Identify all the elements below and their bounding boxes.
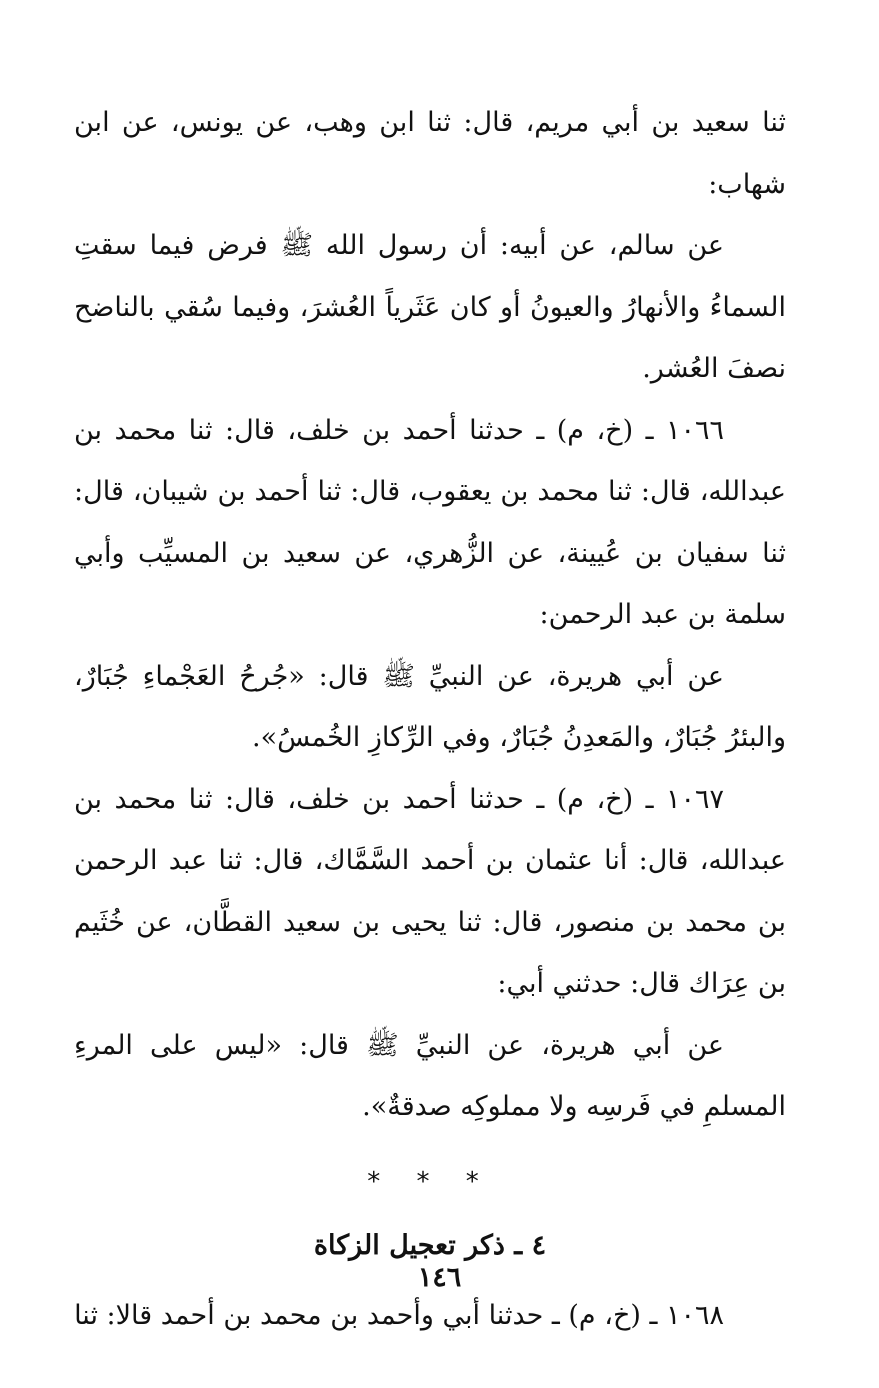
page-number: ١٤٦ [417, 1262, 462, 1293]
section-separator: * * * [367, 1166, 493, 1197]
text-paragraph: ثنا سعيد بن أبي مريم، قال: ثنا ابن وهب، عن يونس، عن ابن شهاب: [74, 107, 786, 200]
isnad-paragraph: ١٠٦٨ ـ (خ، م) ـ حدثنا أبي وأحمد بن محمد بن أحمد قالا: ثنا [74, 1299, 724, 1331]
hadith-text-paragraph: عن أبي هريرة، عن النبيِّ ﷺ قال: «ليس على المرءِ المسلمِ في فَرسِه ولا مملوكِه صدقةٌ». [74, 1029, 786, 1122]
hadith-text-paragraph: عن سالم، عن أبيه: أن رسول الله ﷺ فرض فيما سقتِ السماءُ والأنهارُ والعيونُ أو كان عَثَرياً العُشرَ، وفيما سُقي بالناضح نصفَ العُشر. [74, 230, 786, 384]
section-heading: ٤ ـ ذكر تعجيل الزكاة [313, 1230, 547, 1261]
hadith-text-paragraph: عن أبي هريرة، عن النبيِّ ﷺ قال: «جُرحُ العَجْماءِ جُبَارٌ، والبئرُ جُبَارٌ، والمَعدِنُ جُبَارٌ، وفي الرِّكازِ الخُمسُ». [74, 660, 786, 753]
page-body [74, 92, 786, 1346]
isnad-paragraph: ١٠٦٧ ـ (خ، م) ـ حدثنا أحمد بن خلف، قال: ثنا محمد بن عبدالله، قال: أنا عثمان بن أحمد السَّمَّاك، قال: ثنا عبد الرحمن بن محمد بن منصور، قال: ثنا يحيى بن سعيد القطَّان، عن خُثَيم بن عِرَاك قال: حدثني أبي: [74, 783, 786, 999]
isnad-paragraph: ١٠٦٦ ـ (خ، م) ـ حدثنا أحمد بن خلف، قال: ثنا محمد بن عبدالله، قال: ثنا محمد بن يعقوب، قال: ثنا أحمد بن شيبان، قال: ثنا سفيان بن عُيينة، عن الزُّهري، عن سعيد بن المسيِّب وأبي سلمة بن عبد الرحمن: [74, 414, 786, 630]
